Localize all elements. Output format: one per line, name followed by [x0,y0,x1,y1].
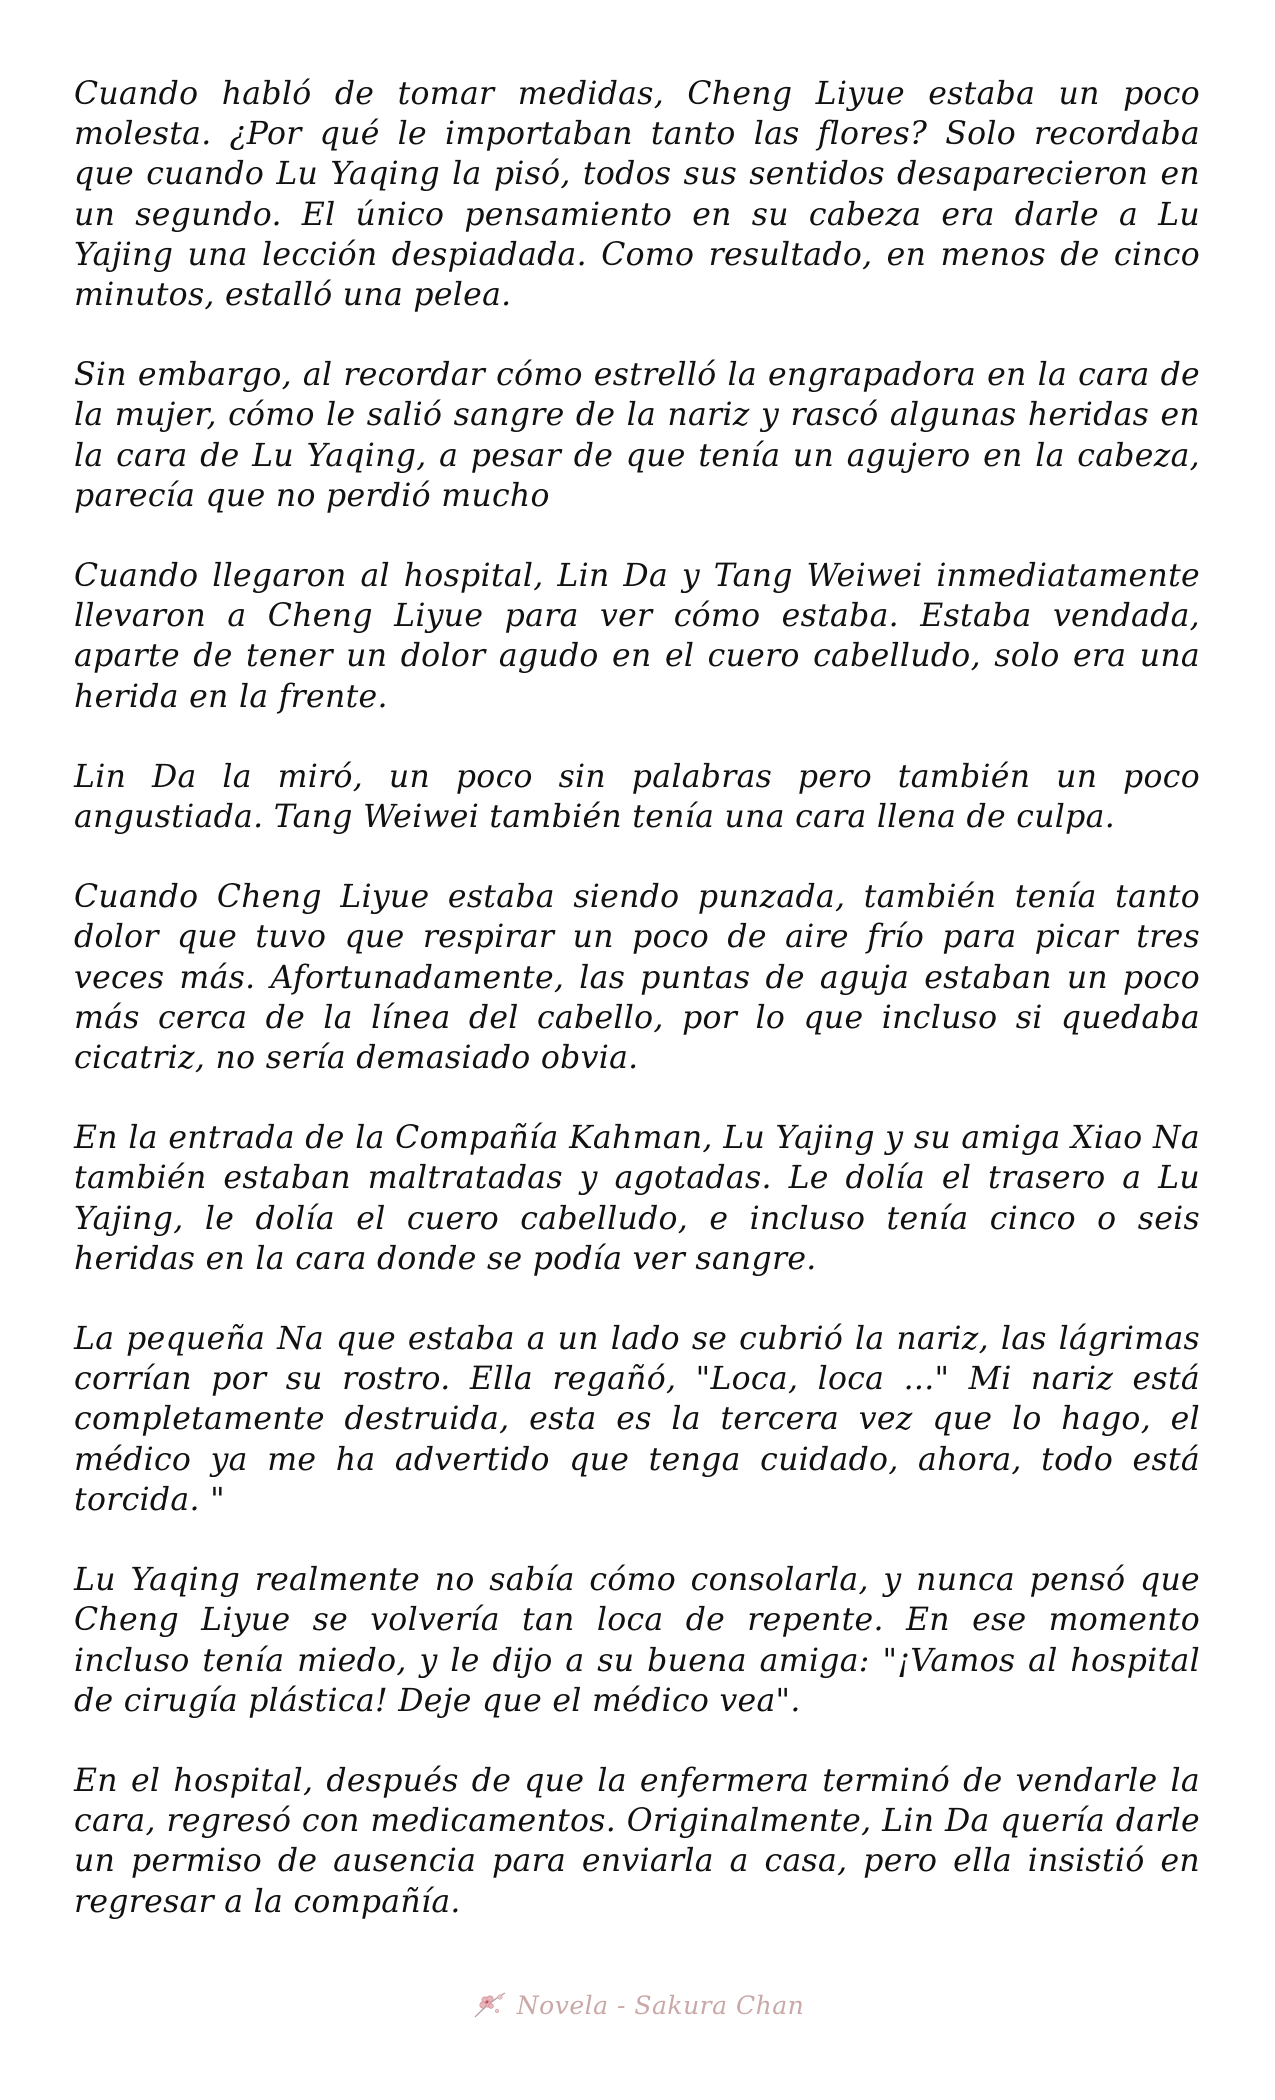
paragraph-6: En la entrada de la Compañía Kahman, Lu Yajing y su amiga Xiao Na también estaban maltratadas y agotadas. Le dolía el trasero a Lu Yajing, le dolía el cuero cabelludo, e incluso tenía cinco o seis heridas en la cara donde se podía ver sangre. [74,1120,1200,1277]
sakura-flower-icon [471,1987,511,2023]
watermark-text: Novela - Sakura Chan [516,1990,805,2020]
paragraph-8: Lu Yaqing realmente no sabía cómo consolarla, y nunca pensó que Cheng Liyue se volvería tan loca de repente. En ese momento incluso tenía miedo, y le dijo a su buena amiga: "¡Vamos al hospital de cirugía plástica! Deje que el médico vea". [74,1562,1200,1719]
paragraph-1: Cuando habló de tomar medidas, Cheng Liyue estaba un poco molesta. ¿Por qué le importaban tanto las flores? Solo recordaba que cuando Lu Yaqing la pisó, todos sus sentidos desaparecieron en un segundo. El único pensamiento en su cabeza era darle a Lu Yajing una lección despiadada. Como resultado, en menos de cinco minutos, estalló una pelea. [74,76,1200,314]
paragraph-2: Sin embargo, al recordar cómo estrelló la engrapadora en la cara de la mujer, cómo le salió sangre de la nariz y rascó algunas heridas en la cara de Lu Yaqing, a pesar de que tenía un agujero en la cabeza, parecía que no perdió mucho [74,357,1200,514]
watermark [0,1985,1275,2025]
paragraph-9: En el hospital, después de que la enfermera terminó de vendarle la cara, regresó con medicamentos. Originalmente, Lin Da quería darle un permiso de ausencia para enviarla a casa, pero ella insistió en regresar a la compañía. [74,1762,1200,1920]
paragraph-5: Cuando Cheng Liyue estaba siendo punzada, también tenía tanto dolor que tuvo que respirar un poco de aire frío para picar tres veces más. Afortunadamente, las puntas de aguja estaban un poco más cerca de la línea del cabello, por lo que incluso si quedaba cicatriz, no sería demasiado obvia. [74,879,1200,1077]
paragraph-7: La pequeña Na que estaba a un lado se cubrió la nariz, las lágrimas corrían por su rostro. Ella regañó, "Loca, loca ..." Mi nariz está completamente destruida, esta es la tercera vez que lo hago, el médico ya me ha advertido que tenga cuidado, ahora, todo está torcida. " [74,1321,1200,1518]
paragraph-3: Cuando llegaron al hospital, Lin Da y Tang Weiwei inmediatamente llevaron a Cheng Liyue para ver cómo estaba. Estaba vendada, aparte de tener un dolor agudo en el cuero cabelludo, solo era una herida en la frente. [74,558,1200,715]
document-body [74,74,1200,1962]
paragraph-4: Lin Da la miró, un poco sin palabras pero también un poco angustiada. Tang Weiwei también tenía una cara llena de culpa. [74,758,1200,836]
